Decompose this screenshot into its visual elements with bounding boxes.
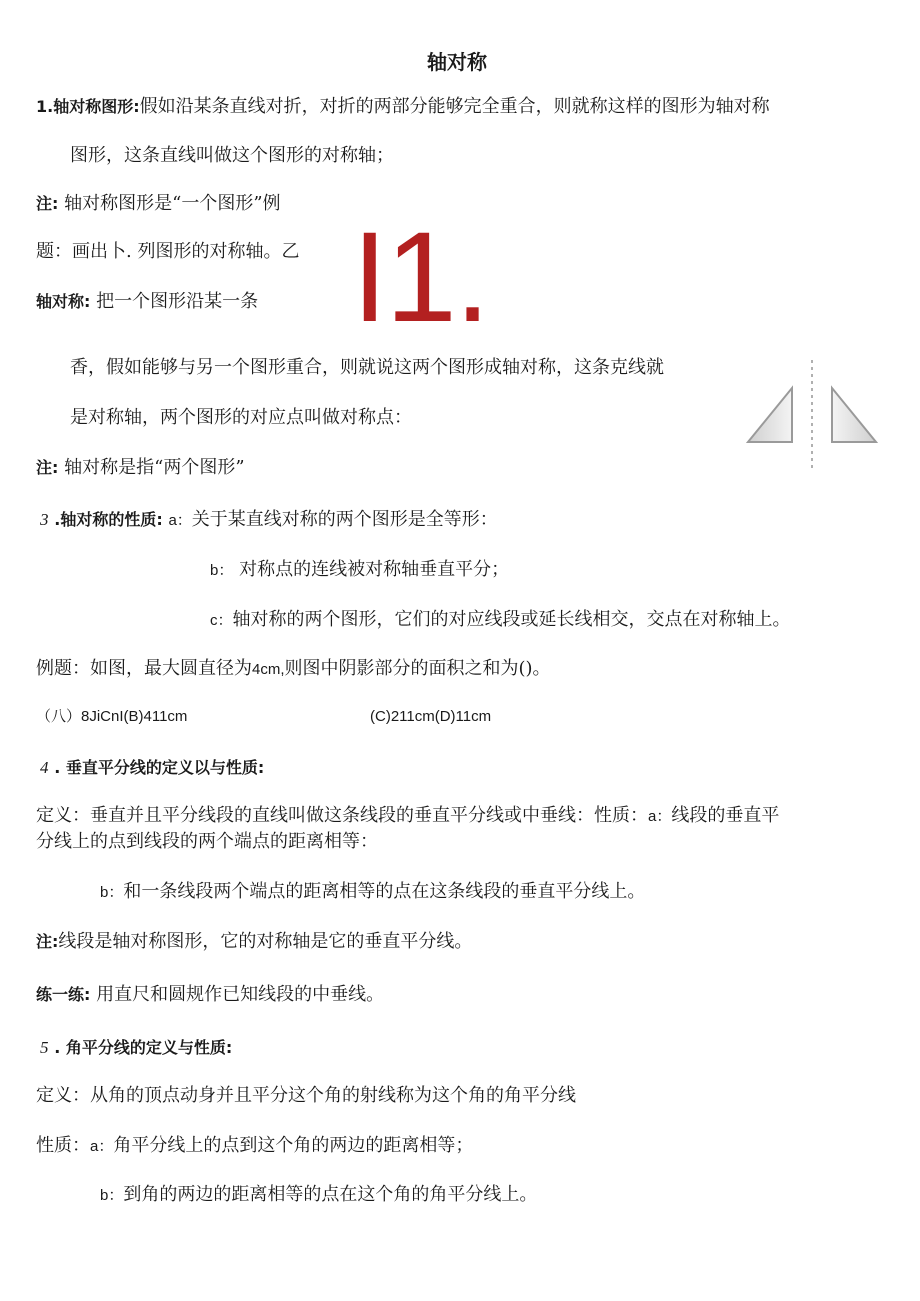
section-5-prop-line <box>36 1134 473 1159</box>
section-1-heading: 1.轴对称图形: <box>36 97 140 116</box>
section-2-cont-2: 是对称轴，两个图形的对应点叫做对称点： <box>70 407 412 428</box>
practice-text: 用直尺和圆规作已知线段的中垂线。 <box>96 984 385 1005</box>
section-3-line <box>40 508 498 533</box>
section-3-b-label: b： <box>210 562 234 579</box>
note-1-text: 轴对称图形是“一个图形”例 <box>64 193 281 214</box>
section-4-def-label: 定义： <box>36 805 90 826</box>
section-5-b-label: b： <box>100 1187 124 1204</box>
section-4-b-line <box>100 880 645 905</box>
page-title: 轴对称 <box>427 50 487 74</box>
example-2-value: 4cm, <box>252 661 285 678</box>
section-3-c-text: 轴对称的两个图形，它们的对应线段或延长线相交，交点在对称轴上。 <box>232 609 791 630</box>
section-5-def-text: 从角的顶点动身并且平分这个角的射线称为这个角的角平分线 <box>90 1085 576 1106</box>
note-3-text: 线段是轴对称图形，它的对称轴是它的垂直平分线。 <box>58 931 473 952</box>
note-3 <box>36 930 472 954</box>
section-3-b-line <box>210 558 509 583</box>
section-4-number: 4 <box>40 758 49 777</box>
section-4-def-text: 垂直并且平分线段的直线叫做这条线段的垂直平分线或中垂线：性质： <box>90 805 648 826</box>
section-4-a-label: a： <box>648 808 672 825</box>
example-2 <box>36 657 551 682</box>
note-2-label: 注: <box>36 458 59 477</box>
example-2-options-a: （八）8JiCnI(B)411cm <box>36 708 188 725</box>
example-2-options-c: (C)211cm(D)11cm <box>370 708 492 725</box>
note-3-label: 注: <box>36 932 59 951</box>
section-5-heading: . 角平分线的定义与性质: <box>54 1038 233 1057</box>
example-2-label: 例题： <box>36 658 90 679</box>
section-5-number: 5 <box>40 1038 49 1057</box>
section-3-a-label: a： <box>168 512 192 529</box>
section-4-a-text: 线段的垂直平 <box>671 805 780 826</box>
section-5-a-text: 角平分线上的点到这个角的两边的距离相等； <box>113 1135 474 1156</box>
section-2-cont-1: 香，假如能够与另一个图形重合，则就说这两个图形成轴对称，这条克线就 <box>70 357 664 378</box>
section-4-heading: . 垂直平分线的定义以与性质: <box>54 758 265 777</box>
section-5-heading-line <box>40 1036 232 1060</box>
section-5-def-label: 定义： <box>36 1085 90 1106</box>
section-5-b-line <box>100 1183 537 1208</box>
section-4-heading-line <box>40 756 264 780</box>
section-3-a-text: 关于某直线对称的两个图形是全等形： <box>191 509 498 530</box>
practice-label: 练一练: <box>36 985 91 1004</box>
section-5-def-line <box>36 1084 576 1108</box>
section-3-heading: .轴对称的性质: <box>54 510 163 529</box>
section-2-text: 把一个图形沿某一条 <box>96 291 259 312</box>
note-2 <box>36 456 245 480</box>
section-1-line <box>36 95 770 119</box>
section-3-number: 3 <box>40 510 49 529</box>
note-1 <box>36 192 281 216</box>
big-red-mark: I1. <box>352 206 489 349</box>
symmetric-triangles-figure <box>742 358 882 470</box>
section-5-b-text: 到角的两边的距离相等的点在这个角的角平分线上。 <box>123 1184 538 1205</box>
section-3-c-line <box>210 608 791 633</box>
right-triangle <box>832 388 876 442</box>
example-2-text-a: 如图，最大圆直径为 <box>90 658 252 679</box>
section-4-def-line <box>36 804 779 829</box>
section-1-cont: 图形，这条直线叫做这个图形的对称轴； <box>70 145 394 166</box>
left-triangle <box>748 388 792 442</box>
note-2-text: 轴对称是指“两个图形” <box>64 457 245 478</box>
section-4-b-label: b： <box>100 884 124 901</box>
section-2-heading: 轴对称: <box>36 292 91 311</box>
section-4-def-cont: 分线上的点到线段的两个端点的距离相等： <box>36 831 378 852</box>
section-3-b-text: 对称点的连线被对称轴垂直平分； <box>239 559 510 580</box>
section-5-prop-label: 性质： <box>36 1135 90 1156</box>
section-1-text: 假如沿某条直线对折，对折的两部分能够完全重合，则就称这样的图形为轴对称 <box>139 96 770 117</box>
example-1-text: 题：画出卜. 列图形的对称轴。乙 <box>36 241 300 262</box>
section-5-a-label: a： <box>90 1138 114 1155</box>
note-1-label: 注: <box>36 194 59 213</box>
section-3-c-label: c： <box>210 612 233 629</box>
example-2-text-b: 则图中阴影部分的面积之和为()。 <box>284 658 551 679</box>
practice <box>36 983 384 1007</box>
section-4-b-text: 和一条线段两个端点的距离相等的点在这条线段的垂直平分线上。 <box>123 881 646 902</box>
section-2-line <box>36 290 258 314</box>
